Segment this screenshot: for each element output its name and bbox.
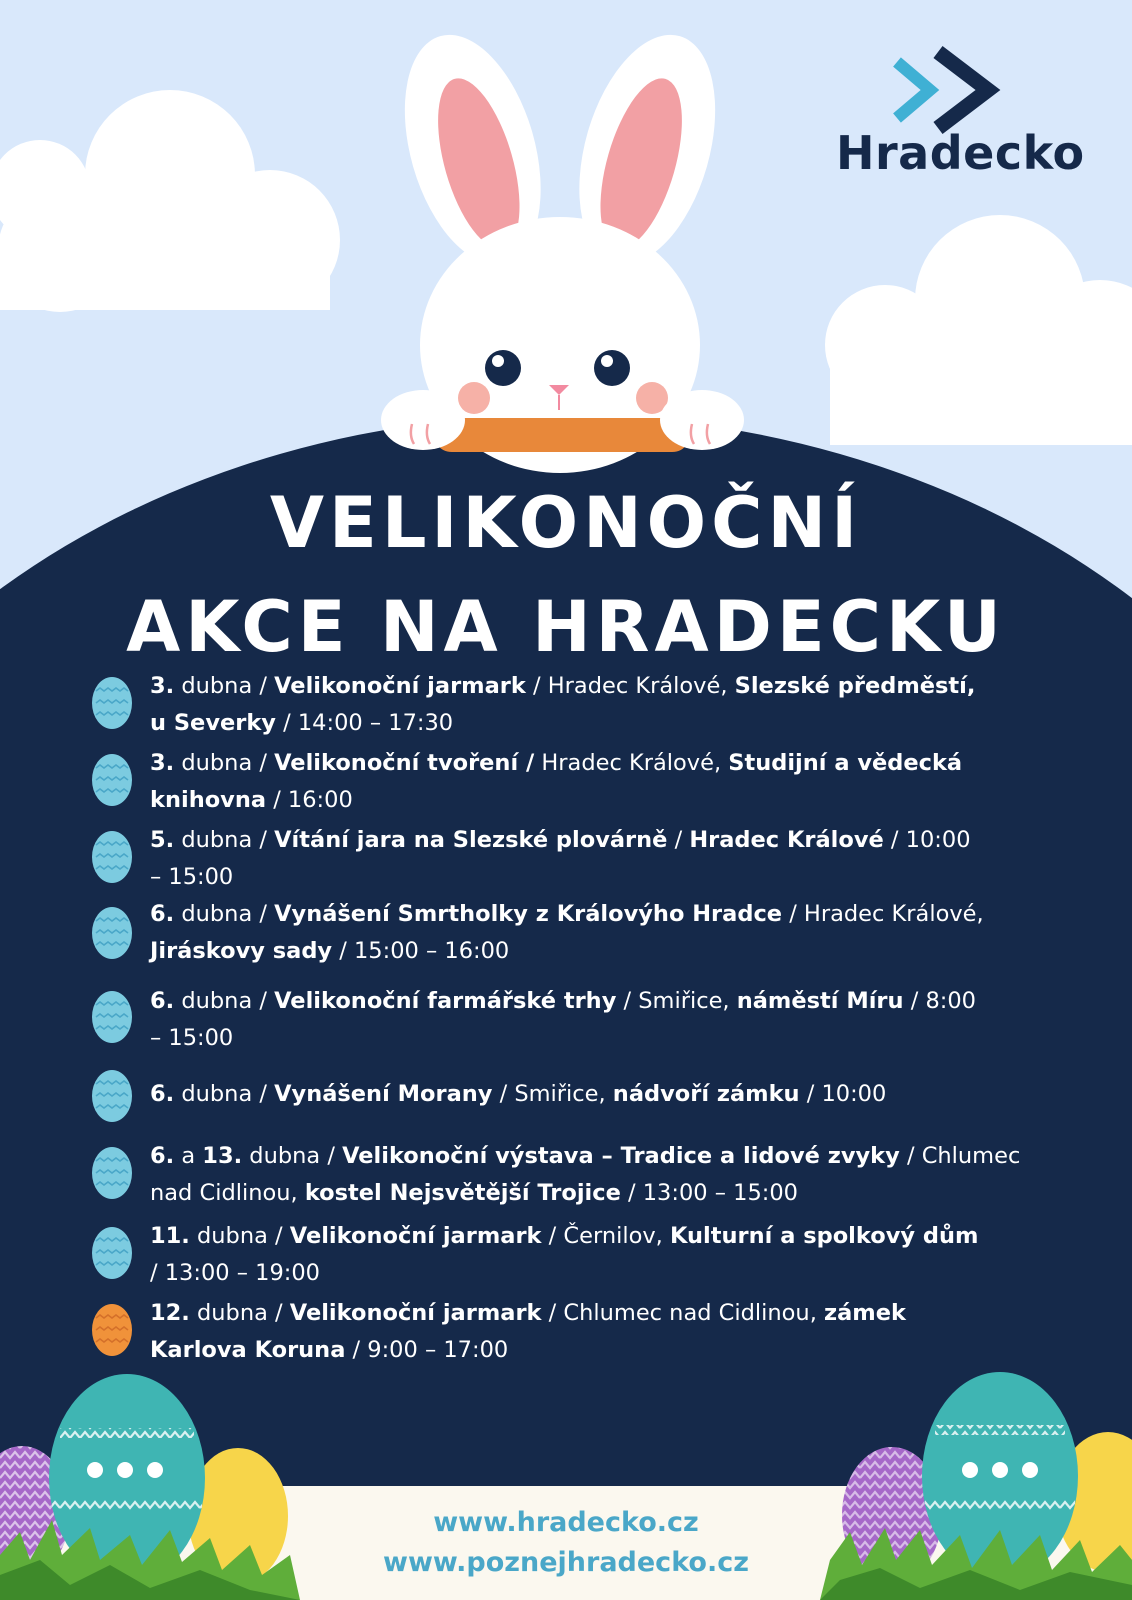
event-text: – 15:00 (150, 1025, 234, 1051)
event-text-bold: Velikonoční jarmark (274, 673, 526, 699)
event-text-bold: Vítání jara na Slezské plovárně (274, 827, 668, 853)
event-text: nad Cidlinou, (150, 1180, 305, 1206)
event-text: dubna / (189, 1223, 290, 1249)
event-text-bold: u Severky (150, 710, 276, 736)
event-text-bold: Velikonoční farmářské trhy (274, 988, 617, 1014)
event-line (150, 1332, 1080, 1369)
event-text-bold: kostel Nejsvětější Trojice (304, 1180, 621, 1206)
event-line (150, 1020, 1080, 1057)
event-text: / 10:00 (799, 1081, 887, 1107)
event-text: Hradec Králové, (534, 750, 729, 776)
event-text: / Chlumec (899, 1143, 1021, 1169)
event-item (150, 1218, 1080, 1292)
egg-bullet-icon (92, 831, 132, 883)
event-text-bold: 5. (150, 827, 175, 853)
event-item (150, 1138, 1080, 1212)
event-line (150, 1076, 1080, 1113)
event-text-bold: Studijní a vědecká (728, 750, 963, 776)
egg-bullet-icon (92, 1070, 132, 1122)
event-line (150, 782, 1080, 819)
event-text: / 13:00 – 15:00 (620, 1180, 798, 1206)
event-text-bold: nádvoří zámku (612, 1081, 800, 1107)
page-title-line-1: VELIKONOČNÍ (269, 482, 863, 564)
event-text: a (174, 1143, 203, 1169)
event-text-bold: 11. (150, 1223, 190, 1249)
event-line (150, 1175, 1080, 1212)
event-text-bold: náměstí Míru (736, 988, 904, 1014)
event-text: dubna / (174, 901, 275, 927)
event-item (150, 1076, 1080, 1113)
event-item (150, 896, 1080, 970)
event-text-bold: 6. (150, 1081, 175, 1107)
event-text: / 9:00 – 17:00 (345, 1337, 509, 1363)
egg-bullet-icon (92, 1227, 132, 1279)
event-text-bold: Jiráskovy sady (150, 938, 333, 964)
egg-bullets (92, 677, 132, 1356)
egg-bullet-icon (92, 907, 132, 959)
event-text-bold: Velikonoční tvoření / (274, 750, 535, 776)
event-text: – 15:00 (150, 864, 234, 890)
event-text-bold: 3. (150, 750, 175, 776)
event-text-bold: Karlova Koruna (150, 1337, 346, 1363)
event-text: dubna / (174, 1081, 275, 1107)
event-line (150, 896, 1080, 933)
event-text-bold: Vynášení Morany (274, 1081, 493, 1107)
event-item (150, 668, 1080, 742)
event-text-bold: Kulturní a spolkový dům (669, 1223, 979, 1249)
egg-bullet-icon (92, 1147, 132, 1199)
event-text-bold: Velikonoční výstava – Tradice a lidové zvyky (342, 1143, 900, 1169)
event-text-bold: knihovna (150, 787, 267, 813)
event-text-bold: Slezské předměstí, (734, 673, 976, 699)
event-text: / Smiřice, (492, 1081, 613, 1107)
event-text: dubna / (174, 988, 275, 1014)
event-text: / (667, 827, 690, 853)
event-item (150, 983, 1080, 1057)
logo-wordmark[interactable]: Hradecko (836, 126, 1085, 180)
event-line (150, 1138, 1080, 1175)
event-text: / Černilov, (541, 1223, 670, 1249)
event-line (150, 933, 1080, 970)
event-text: / 14:00 – 17:30 (275, 710, 454, 736)
egg-bullet-icon (92, 991, 132, 1043)
event-line (150, 983, 1080, 1020)
event-text-bold: 12. (150, 1300, 190, 1326)
event-text-bold: 6. (150, 901, 175, 927)
event-text-bold: 6. (150, 988, 175, 1014)
event-text: dubna / (189, 1300, 290, 1326)
event-item (150, 1295, 1080, 1369)
egg-bullet-icon (92, 754, 132, 806)
event-text: / 8:00 (903, 988, 976, 1014)
event-text: / Chlumec nad Cidlinou, (541, 1300, 825, 1326)
event-text-bold: 13. (202, 1143, 243, 1169)
event-text: dubna / (174, 827, 275, 853)
event-text: / 15:00 – 16:00 (332, 938, 510, 964)
event-text-bold: Vynášení Smrtholky z Královýho Hradce (274, 901, 783, 927)
event-text-bold: zámek (824, 1300, 906, 1326)
event-text-bold: Hradec Králové (689, 827, 884, 853)
event-item (150, 745, 1080, 819)
event-text: / Hradec Králové, (525, 673, 735, 699)
event-text: dubna / (174, 673, 275, 699)
event-text: dubna / (242, 1143, 343, 1169)
event-text-bold: Velikonoční jarmark (289, 1223, 542, 1249)
event-line (150, 668, 1080, 705)
page-title-line-2: AKCE NA HRADECKU (126, 586, 1006, 668)
event-line (150, 1255, 1080, 1292)
event-text: / 16:00 (266, 787, 353, 813)
event-line (150, 745, 1080, 782)
event-line (150, 1295, 1080, 1332)
event-text-bold: Velikonoční jarmark (289, 1300, 542, 1326)
egg-bullet-icon (92, 677, 132, 729)
event-line (150, 705, 1080, 742)
event-text: / 13:00 – 19:00 (150, 1260, 320, 1286)
event-line (150, 859, 1080, 896)
website-link-poznejhradecko[interactable]: www.poznejhradecko.cz (383, 1547, 749, 1578)
event-text: / Hradec Králové, (782, 901, 984, 927)
event-text: / Smiřice, (616, 988, 737, 1014)
event-text: / 10:00 (883, 827, 971, 853)
event-text-bold: 3. (150, 673, 175, 699)
event-text: dubna / (174, 750, 275, 776)
event-text-bold: 6. (150, 1143, 175, 1169)
event-line (150, 822, 1080, 859)
egg-bullet-icon (92, 1304, 132, 1356)
website-link-hradecko[interactable]: www.hradecko.cz (433, 1507, 699, 1538)
event-line (150, 1218, 1080, 1255)
event-item (150, 822, 1080, 896)
